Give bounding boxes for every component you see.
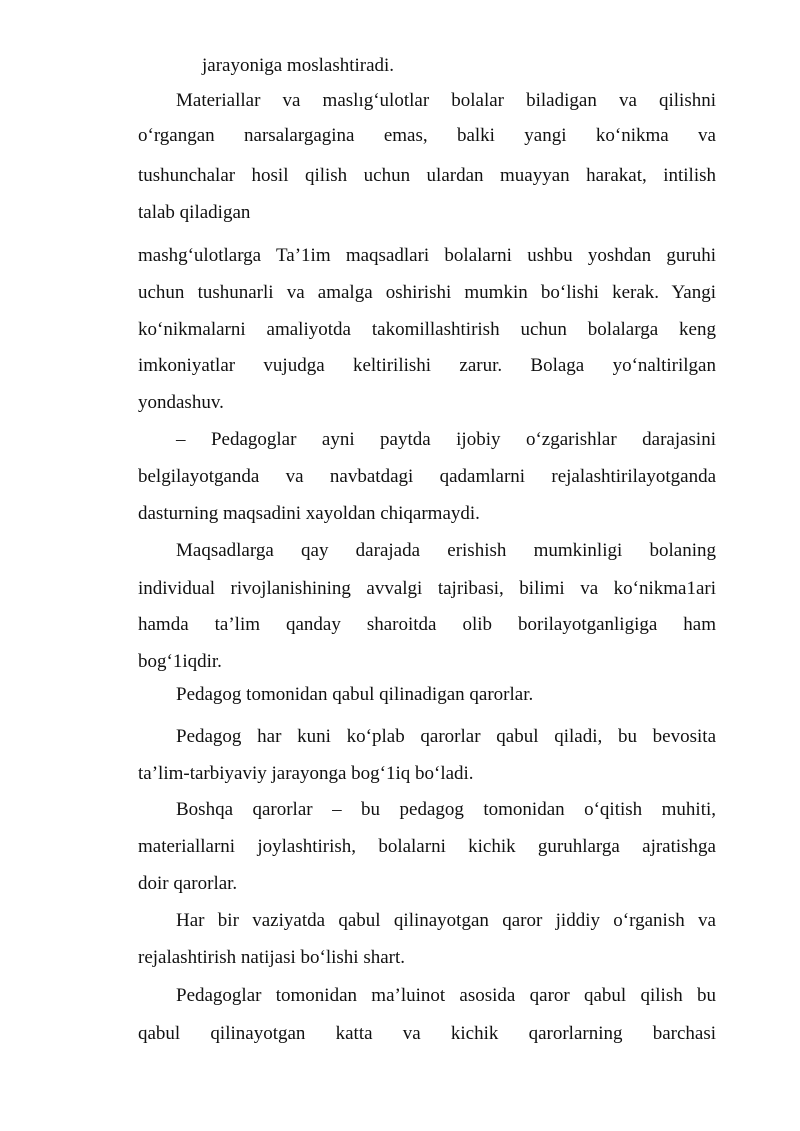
text-line: tushunchalar hosil qilish uchun ulardan muayyan harakat, intilish	[138, 165, 716, 186]
text-line: materiallarni joylashtirish, bolalarni kichik guruhlarga ajratishga	[138, 836, 716, 857]
text-line: jarayoniga moslashtiradi.	[202, 55, 395, 76]
text-line: Boshqa qarorlar – bu pedagog tomonidan o‘qitish muhiti,	[176, 799, 716, 820]
text-line: Maqsadlarga qay darajada erishish mumkinligi bolaning	[176, 540, 716, 561]
text-line: – Pedagoglar ayni paytda ijobiy o‘zgarishlar darajasini	[176, 429, 716, 450]
text-line: Pedagog tomonidan qabul qilinadigan qarorlar.	[176, 684, 534, 705]
text-line: belgilayotganda va navbatdagi qadamlarni rejalashtirilayotganda	[138, 466, 716, 487]
text-line: Materiallar va maslıg‘ulotlar bolalar biladigan va qilishni	[176, 90, 716, 111]
text-line: Har bir vaziyatda qabul qilinayotgan qaror jiddiy o‘rganish va	[176, 910, 716, 931]
text-line: imkoniyatlar vujudga keltirilishi zarur. Bolaga yo‘naltirilgan	[138, 355, 716, 376]
text-line: qabul qilinayotgan katta va kichik qarorlarning barchasi	[138, 1023, 716, 1044]
text-line: o‘rgangan narsalargagina emas, balki yangi ko‘nikma va	[138, 125, 716, 146]
text-line: uchun tushunarli va amalga oshirishi mumkin bo‘lishi kerak. Yangi	[138, 282, 716, 303]
text-line: doir qarorlar.	[138, 873, 238, 894]
text-line: Pedagoglar tomonidan ma’luinot asosida qaror qabul qilish bu	[176, 985, 716, 1006]
text-line: rejalashtirish natijasi bo‘lishi shart.	[138, 947, 406, 968]
text-line: ko‘nikmalarni amaliyotda takomillashtirish uchun bolalarga keng	[138, 319, 716, 340]
text-line: individual rivojlanishining avvalgi tajribasi, bilimi va ko‘nikma1ari	[138, 578, 716, 599]
text-line: ta’lim-tarbiyaviy jarayonga bog‘1iq bo‘ladi.	[138, 763, 474, 784]
text-line: yondashuv.	[138, 392, 224, 413]
text-line: hamda ta’lim qanday sharoitda olib borilayotganligiga ham	[138, 614, 716, 635]
text-line: talab qiladigan	[138, 202, 251, 223]
text-line: Pedagog har kuni ko‘plab qarorlar qabul qiladi, bu bevosita	[176, 726, 716, 747]
text-line: bog‘1iqdir.	[138, 651, 222, 672]
text-line: dasturning maqsadini xayoldan chiqarmaydi.	[138, 503, 480, 524]
text-line: mashg‘ulotlarga Ta’1im maqsadlari bolalarni ushbu yoshdan guruhi	[138, 245, 716, 266]
